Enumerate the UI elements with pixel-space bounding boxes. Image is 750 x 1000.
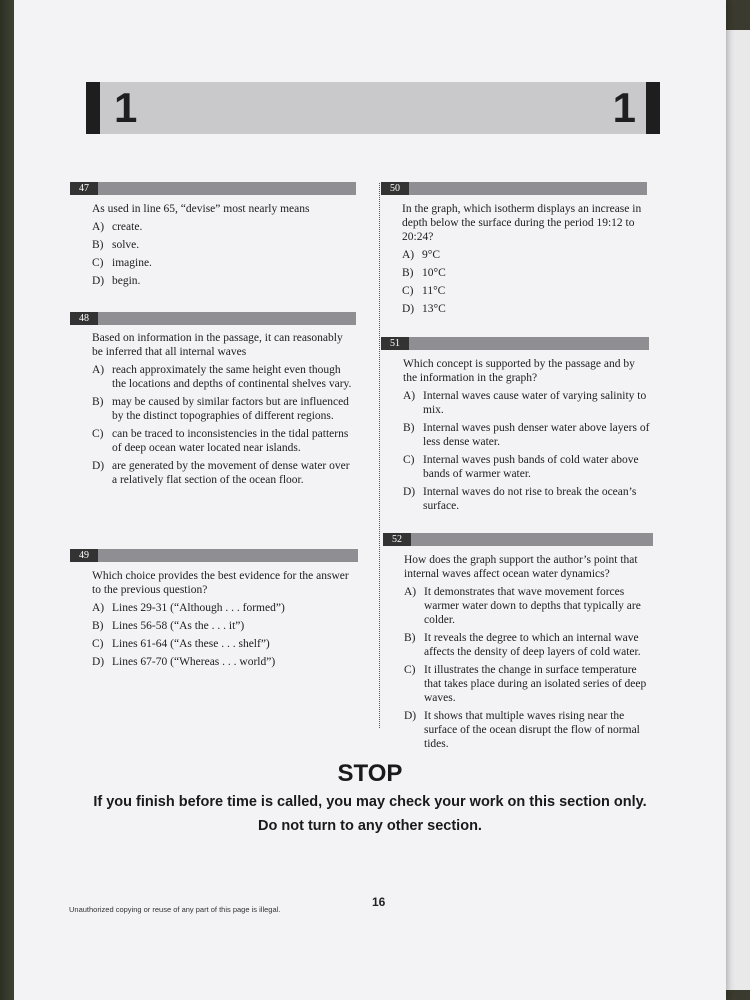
section-banner [86, 82, 660, 134]
question-number: 51 [381, 337, 409, 350]
question-52-header [383, 533, 653, 546]
answer-choice-b[interactable]: B) solve. [92, 239, 140, 251]
answer-choice-d[interactable]: D) begin. [92, 275, 141, 287]
question-stem: How does the graph support the author’s point that internal waves affect ocean water dynamics? [404, 554, 638, 580]
answer-choice-d[interactable]: D) Internal waves do not rise to break the ocean’s surface. [403, 486, 637, 512]
answer-choice-c[interactable]: C) Internal waves push bands of cold water above bands of warmer water. [403, 454, 639, 480]
answer-choice-c[interactable]: C) Lines 61-64 (“As these . . . shelf”) [92, 638, 270, 650]
question-52 [404, 553, 654, 755]
question-number: 49 [70, 549, 98, 562]
question-51 [403, 357, 651, 517]
section-number-right: 1 [612, 84, 636, 131]
answer-choice-c[interactable]: C) imagine. [92, 257, 152, 269]
column-divider [379, 183, 380, 728]
answer-choice-b[interactable]: B) Internal waves push denser water above layers of less dense water. [403, 422, 650, 448]
answer-choice-c[interactable]: C) 11°C [402, 285, 446, 297]
answer-choice-d[interactable]: D) Lines 67-70 (“Whereas . . . world”) [92, 656, 276, 668]
answer-choice-d[interactable]: D) 13°C [402, 303, 446, 315]
question-number: 47 [70, 182, 98, 195]
question-49-header [70, 549, 358, 562]
question-stem: Based on information in the passage, it can reasonably be inferred that all internal waves [92, 332, 343, 358]
stop-heading: STOP [337, 760, 403, 787]
question-number: 48 [70, 312, 98, 325]
answer-choice-b[interactable]: B) may be caused by similar factors but are influenced by the distinct topographies of different regions. [92, 396, 349, 422]
question-48 [92, 331, 354, 491]
question-50 [402, 202, 650, 320]
answer-choice-b[interactable]: B) 10°C [402, 267, 446, 279]
banner-right-bar [646, 82, 660, 134]
answer-choice-c[interactable]: C) can be traced to inconsistencies in the tidal patterns of deep ocean water located near islands. [92, 428, 349, 454]
question-stem: As used in line 65, “devise” most nearly means [92, 203, 310, 215]
question-stem: Which choice provides the best evidence for the answer to the previous question? [92, 570, 349, 596]
question-number: 52 [383, 533, 411, 546]
banner-left-bar [86, 82, 100, 134]
answer-choice-a[interactable]: A) Lines 29-31 (“Although . . . formed”) [92, 602, 285, 614]
copyright-notice: Unauthorized copying or reuse of any part of this page is illegal. [69, 905, 281, 914]
test-page [14, 0, 726, 1000]
answer-choice-d[interactable]: D) are generated by the movement of dense water over a relatively flat section of the ocean floor. [92, 460, 350, 486]
question-47 [92, 202, 354, 292]
question-48-header [70, 312, 356, 325]
section-number-left: 1 [114, 84, 138, 131]
answer-choice-a[interactable]: A) 9°C [402, 249, 441, 261]
question-stem: In the graph, which isotherm displays an increase in depth below the surface during the period 19:12 to 20:24? [402, 203, 642, 243]
answer-choice-a[interactable]: A) Internal waves cause water of varying salinity to mix. [403, 390, 647, 416]
answer-choice-c[interactable]: C) It illustrates the change in surface temperature that takes place during an isolated series of deep waves. [404, 664, 647, 704]
answer-choice-b[interactable]: B) Lines 56-58 (“As the . . . it”) [92, 620, 245, 632]
question-51-header [381, 337, 649, 350]
stop-instruction-1: If you finish before time is called, you may check your work on this section only. [93, 794, 647, 810]
question-47-header [70, 182, 356, 195]
question-number: 50 [381, 182, 409, 195]
page-number: 16 [372, 895, 386, 909]
answer-choice-d[interactable]: D) It shows that multiple waves rising near the surface of the ocean disrupt the flow of normal tides. [404, 710, 640, 750]
question-49 [92, 569, 354, 673]
question-stem: Which concept is supported by the passage and by the information in the graph? [403, 358, 635, 384]
question-50-header [381, 182, 647, 195]
answer-choice-a[interactable]: A) It demonstrates that wave movement forces warmer water down to depths that typically are colder. [404, 586, 641, 626]
answer-choice-a[interactable]: A) create. [92, 221, 143, 233]
answer-choice-a[interactable]: A) reach approximately the same height even though the locations and depths of continental shelves vary. [92, 364, 352, 390]
stop-instruction-2: Do not turn to any other section. [258, 818, 482, 834]
answer-choice-b[interactable]: B) It reveals the degree to which an internal wave affects the density of deep layers of cold water. [404, 632, 641, 658]
